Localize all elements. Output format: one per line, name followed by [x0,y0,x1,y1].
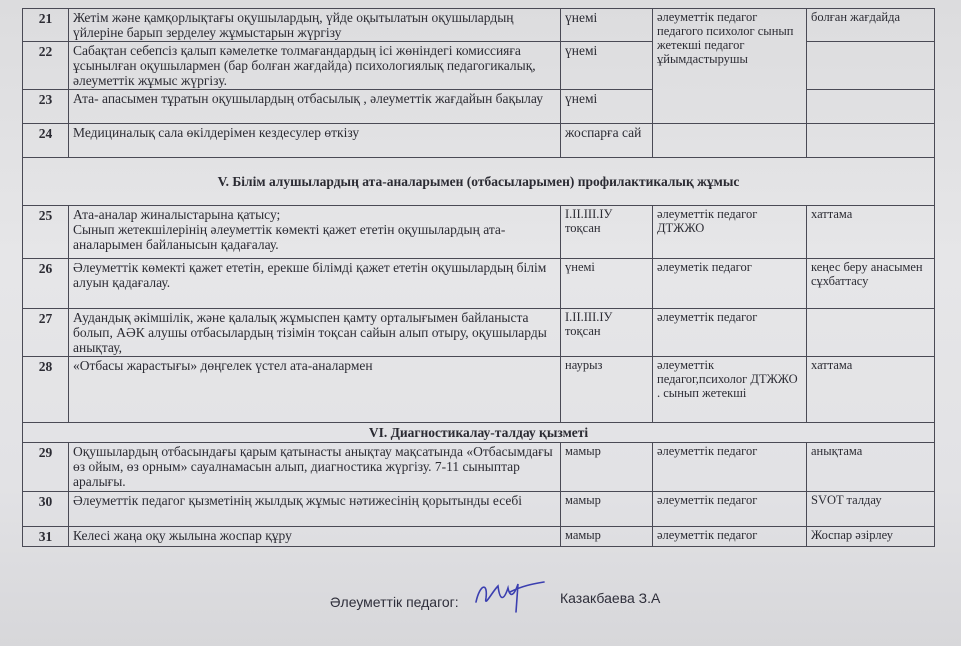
responsible-cell: әлеуметтік педагог [653,492,807,527]
row-number: 30 [23,492,69,527]
row-number: 22 [23,42,69,90]
period-cell: I.II.III.IУ тоқсан [561,206,653,259]
table-row [23,9,935,42]
activity-cell: Аудандық әкімшілік, және қалалық жұмыспен қамту орталығымен байланыста болып, АӘК алушы отбасылардың тізімін тоқсан сайын алып отыру, оқушыларды анықтау, [69,309,561,357]
row-number: 24 [23,124,69,158]
result-cell [807,124,935,158]
result-cell [807,90,935,124]
responsible-cell [653,124,807,158]
section-heading-6: VI. Диагностикалау-талдау қызметі [23,423,935,443]
period-cell: мамыр [561,443,653,492]
table-row [23,206,935,259]
signer-name: Казакбаева З.А [560,590,661,606]
row-number: 31 [23,527,69,547]
row-number: 25 [23,206,69,259]
period-cell: мамыр [561,527,653,547]
responsible-cell: әлеуметік педагог [653,259,807,309]
result-cell: анықтама [807,443,935,492]
activity-cell: Оқушылардың отбасындағы қарым қатынасты анықтау мақсатында «Отбасымдағы өз ойым, өз орным» сауалнамасын алып, диагностика жүргізу. 7-11 сыныптар аралығы. [69,443,561,492]
table-row [23,527,935,547]
result-cell: SVOT талдау [807,492,935,527]
table-row [23,492,935,527]
activity-cell: Сабақтан себепсіз қалып кәмелетке толмағандардың ісі жөніндегі комиссияға ұсынылған оқушылармен (бар болған жағдайда) психологиялық педагогикалық, әлеуметтік жұмыс жүргізу. [69,42,561,90]
period-cell: үнемі [561,42,653,90]
table-row [23,259,935,309]
row-number: 21 [23,9,69,42]
responsible-cell: әлеуметтік педагог,психолог ДТЖЖО . сынып жетекші [653,357,807,423]
row-number: 26 [23,259,69,309]
handwritten-signature [470,572,550,620]
responsible-cell: әлеуметтік педагог педагого психолог сынып жетекші педагог ұйымдастырушы [653,9,807,124]
activity-cell: Жетім және қамқорлықтағы оқушылардың, үйде оқытылатын оқушылардың үйлеріне барып зерделеу жұмыстарын жүргізу [69,9,561,42]
period-cell: наурыз [561,357,653,423]
row-number: 29 [23,443,69,492]
result-cell: хаттама [807,357,935,423]
result-cell: Жоспар әзірлеу [807,527,935,547]
result-cell: болған жағдайда [807,9,935,42]
table-row [23,124,935,158]
responsible-cell: әлеуметтік педагог ДТЖЖО [653,206,807,259]
period-cell: жоспарға сай [561,124,653,158]
activity-cell: Ата- апасымен тұратын оқушылардың отбасылық , әлеуметтік жағдайын бақылау [69,90,561,124]
row-number: 27 [23,309,69,357]
result-cell [807,42,935,90]
result-cell [807,309,935,357]
section-row [23,423,935,443]
result-cell: хаттама [807,206,935,259]
period-cell: үнемі [561,9,653,42]
period-cell: үнемі [561,259,653,309]
table-row [23,357,935,423]
table-row [23,443,935,492]
row-number: 23 [23,90,69,124]
work-plan-table [22,8,935,547]
activity-cell: Медициналық сала өкілдерімен кездесулер өткізу [69,124,561,158]
period-cell: мамыр [561,492,653,527]
responsible-cell: әлеуметтік педагог [653,527,807,547]
section-heading-5: V. Білім алушылардың ата-аналарымен (отбасыларымен) профилактикалық жұмыс [23,158,935,206]
responsible-cell: әлеуметтік педагог [653,309,807,357]
activity-cell: Әлеуметтік педагог қызметінің жылдық жұмыс нәтижесінің қорытынды есебі [69,492,561,527]
section-row [23,158,935,206]
row-number: 28 [23,357,69,423]
result-cell: кеңес беру анасымен сұхбаттасу [807,259,935,309]
activity-cell: Әлеуметтік көмекті қажет ететін, ерекше білімді қажет ететін оқушылардың білім алуын қадағалау. [69,259,561,309]
activity-cell: Ата-аналар жиналыстарына қатысу; Сынып жетекшілерінің әлеуметтік көмекті қажет ететін оқушылардың ата-аналарымен байланысын қадағалау. [69,206,561,259]
period-cell: үнемі [561,90,653,124]
activity-cell: «Отбасы жарастығы» дөңгелек үстел ата-аналармен [69,357,561,423]
table-row [23,309,935,357]
activity-cell: Келесі жаңа оқу жылына жоспар құру [69,527,561,547]
period-cell: I.II.III.IУ тоқсан [561,309,653,357]
signer-role-label: Әлеуметтік педагог: [330,594,459,610]
responsible-cell: әлеуметтік педагог [653,443,807,492]
